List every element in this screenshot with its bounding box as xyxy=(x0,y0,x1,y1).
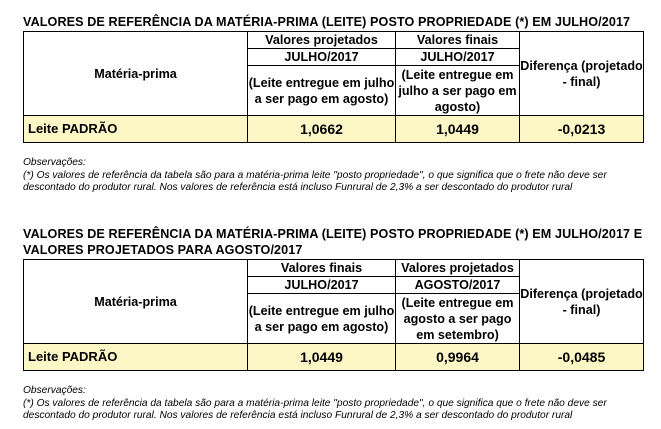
value-diff: -0,0213 xyxy=(520,116,644,143)
section-2 xyxy=(23,226,643,423)
observations-text: (*) Os valores de referência da tabela são para a matéria-prima leite "posto propriedade", o que significa que o frete não deve ser descontado do produtor rural. Nos valores de referência está incluso Funrural de 2,3% a ser descontado do produtor rural xyxy=(23,169,607,193)
observations-text: (*) Os valores de referência da tabela são para a matéria-prima leite "posto propriedade", o que significa que o frete não deve ser descontado do produtor rural. Nos valores de referência está incluso Funrural de 2,3% a ser descontado do produtor rural xyxy=(23,397,607,421)
observations-label: Observações: xyxy=(23,385,86,396)
col1-title: Valores finais xyxy=(248,260,396,277)
observations-2 xyxy=(23,385,643,423)
col2-title: Valores projetados xyxy=(396,260,520,277)
materia-prima-header: Matéria-prima xyxy=(24,260,248,344)
col1-month: JULHO/2017 xyxy=(248,277,396,294)
section-1 xyxy=(23,14,643,195)
section-1-table xyxy=(23,31,644,143)
section-2-title: VALORES DE REFERÊNCIA DA MATÉRIA-PRIMA (LEITE) POSTO PROPRIEDADE (*) EM JULHO/2017 E VALORES PROJETADOS PARA AGOSTO/2017 xyxy=(23,227,643,257)
col3-title: Diferença (projetado - final) xyxy=(520,260,644,344)
col1-note: (Leite entregue em julho a ser pago em agosto) xyxy=(248,66,396,116)
col3-title: Diferença (projetado - final) xyxy=(520,32,644,116)
col1-note: (Leite entregue em julho a ser pago em agosto) xyxy=(248,294,396,344)
section-2-table xyxy=(23,259,644,371)
row-label: Leite PADRÃO xyxy=(24,116,248,143)
col1-month: JULHO/2017 xyxy=(248,49,396,66)
observations-1 xyxy=(23,157,643,195)
value-2: 1,0449 xyxy=(396,116,520,143)
materia-prima-header: Matéria-prima xyxy=(24,32,248,116)
value-1: 1,0449 xyxy=(248,344,396,371)
section-1-title: VALORES DE REFERÊNCIA DA MATÉRIA-PRIMA (LEITE) POSTO PROPRIEDADE (*) EM JULHO/2017 xyxy=(23,15,631,29)
value-2: 0,9964 xyxy=(396,344,520,371)
col2-title: Valores finais xyxy=(396,32,520,49)
value-1: 1,0662 xyxy=(248,116,396,143)
col2-note: (Leite entregue em agosto a ser pago em setembro) xyxy=(396,294,520,344)
col1-title: Valores projetados xyxy=(248,32,396,49)
row-label: Leite PADRÃO xyxy=(24,344,248,371)
col2-month: AGOSTO/2017 xyxy=(396,277,520,294)
col2-month: JULHO/2017 xyxy=(396,49,520,66)
observations-label: Observações: xyxy=(23,157,86,168)
col2-note: (Leite entregue em julho a ser pago em agosto) xyxy=(396,66,520,116)
value-diff: -0,0485 xyxy=(520,344,644,371)
